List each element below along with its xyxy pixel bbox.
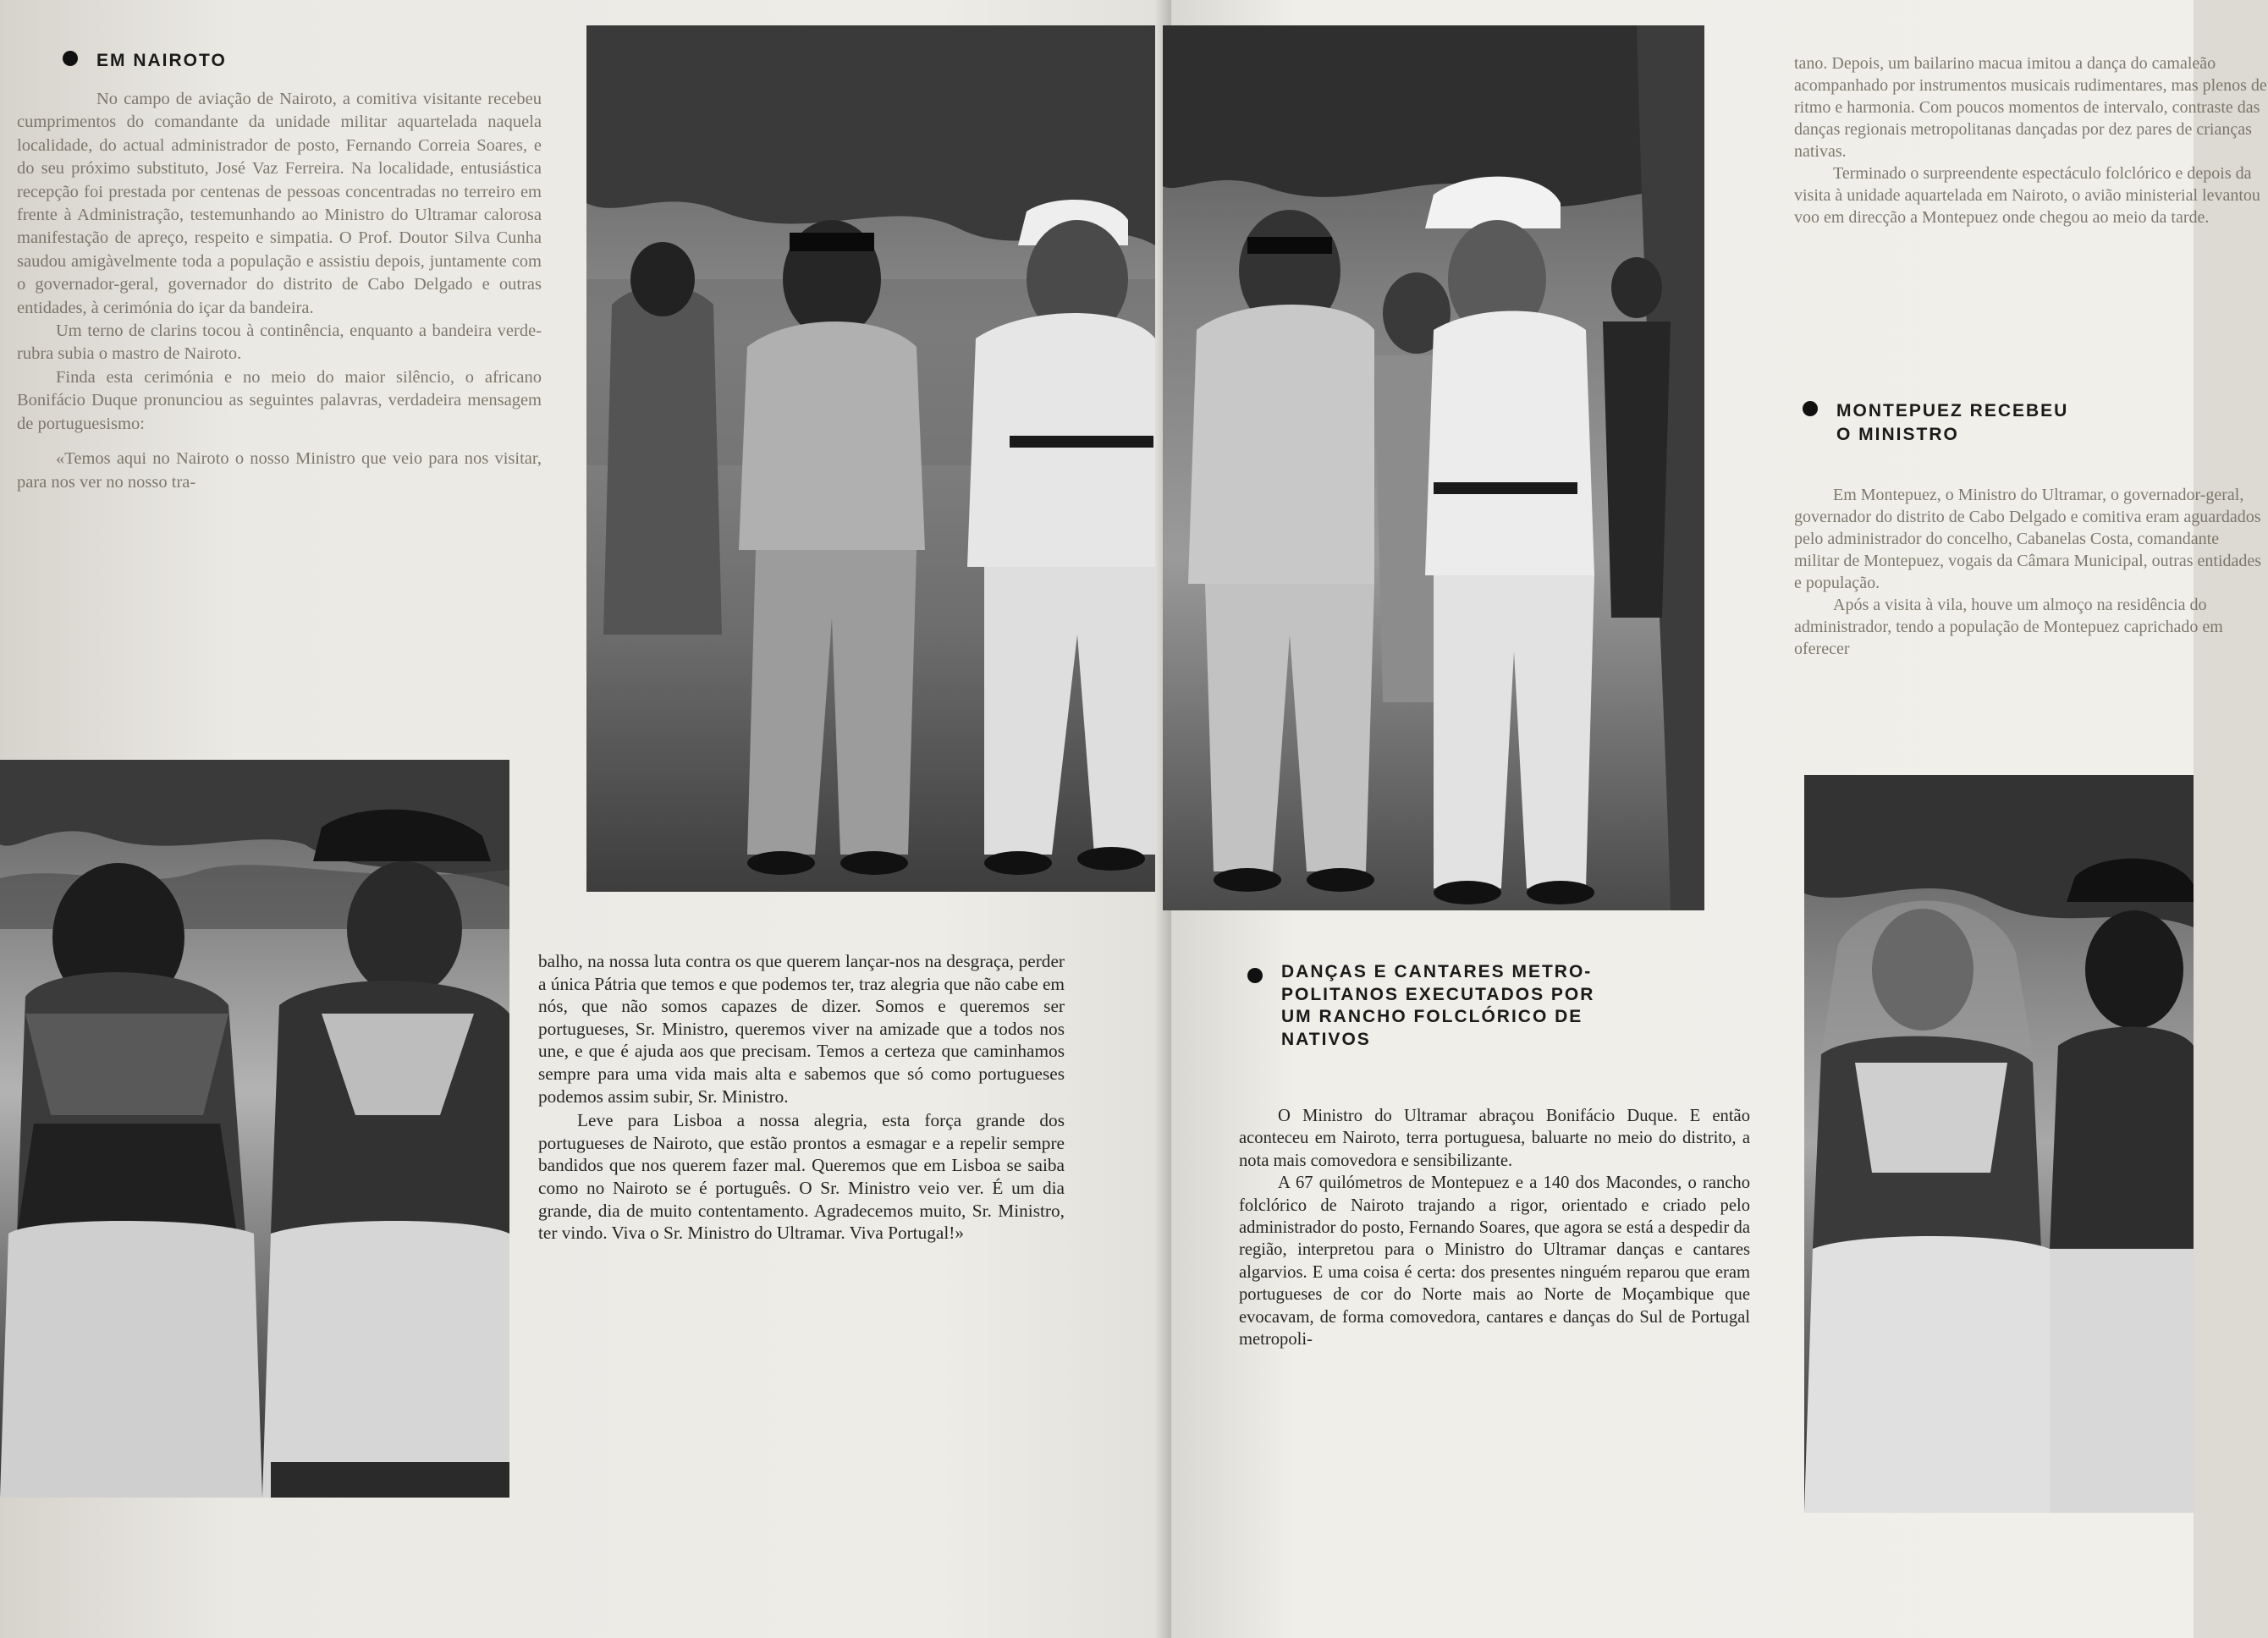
bullet-icon (63, 51, 78, 66)
intro-paragraph: «Temos aqui no Nairoto o nosso Ministro que veio para nos visitar, para nos ver no nosso tra- (17, 449, 542, 492)
dancas-heading-line: POLITANOS EXECUTADOS POR (1281, 984, 1595, 1004)
top-paragraph: Terminado o surpreendente espectáculo folclórico e depois da visita à unidade aquartelada em Nairoto, o avião ministerial levantou voo em direcção a Montepuez onde chegou ao meio da tarde. (1794, 164, 2260, 227)
speech-paragraph: balho, na nossa luta contra os que querem lançar-nos na desgraça, perder a única Pátria que temos e que podemos ter, traz alegria que não cabe em nós, que não somos capazes de dizer. Somos e queremos ser portugueses, Sr. Ministro, queremos viver na amizade que a todos nos une, e que é ajuda aos que precisam. Temos a certeza que caminhamos sempre para uma vida mais alta e sabemos que só como portugueses podemos assim subir, Sr. Ministro. (538, 951, 1065, 1107)
dancas-heading-line: UM RANCHO FOLCLÓRICO DE (1281, 1007, 1583, 1027)
dancas-paragraph: A 67 quilómetros de Montepuez e a 140 dos Macondes, o rancho folclórico de Nairoto trajando a rigor, orientado e criado pelo administrador do posto, Fernando Soares, que agora se está a despedir da região, interpretou para o Ministro do Ultramar danças e cantares algarvios. E uma coisa é certa: dos presentes ninguém reparou que eram portugueses de cor do Norte mais ao Norte de Moçambique que evocavam, de forma comovedora, cantares e danças do Sul de Portugal metropoli- (1239, 1174, 1750, 1349)
section-heading-em-nairoto: EM NAIROTO (63, 51, 227, 71)
intro-paragraph: Um terno de clarins tocou à continência, enquanto a bandeira verde-rubra subia o mastro de Nairoto. (17, 322, 542, 364)
photo-minister-walking-left (586, 25, 1155, 892)
intro-column (17, 88, 542, 494)
bullet-icon (1247, 968, 1263, 983)
right-page (1171, 0, 2267, 1638)
intro-paragraph: Finda esta cerimónia e no meio do maior silêncio, o africano Bonifácio Duque pronunciou as seguintes palavras, verdadeira mensagem de portuguesismo: (17, 367, 542, 433)
section-heading-dancas (1247, 961, 1594, 1051)
photo-minister-walking-right (1163, 25, 1704, 910)
photo-minister-image-left (586, 25, 1155, 892)
photo-girls-right (1804, 775, 2194, 1513)
montepuez-paragraph: Após a visita à vila, houve um almoço na residência do administrador, tendo a população de Montepuez caprichado em oferecer (1794, 596, 2223, 658)
dancas-paragraph: O Ministro do Ultramar abraçou Bonifácio Duque. E então aconteceu em Nairoto, terra portuguesa, baluarte no meio do distrito, a nota mais comovedora e sensibilizante. (1239, 1107, 1750, 1170)
dancas-column (1239, 1105, 1750, 1350)
intro-paragraph: No campo de aviação de Nairoto, a comitiva visitante recebeu cumprimentos do comandante da unidade militar aquartelada naquela localidade, do actual administrador de posto, Fernando Correia Soares, e do seu próximo substituto, José Vaz Ferreira. Na localidade, entusiástica recepção foi prestada por centenas de pessoas concentradas no terreiro em frente à Administração, testemunhando ao Ministro do Ultramar calorosa manifestação de apreço, respeito e simpatia. O Prof. Doutor Silva Cunha saudou amigàvelmente toda a população e assistiu depois, juntamente com o governador-geral, governador do distrito de Cabo Delgado e outras entidades, à cerimónia do içar da bandeira. (17, 90, 542, 317)
speech-paragraph: Leve para Lisboa a nossa alegria, esta força grande dos portugueses de Nairoto, que estão prontos a esmagar e a repelir sempre bandidos que nos querem fazer mal. Queremos que em Lisboa se saiba como no Nairoto se é português. O Sr. Ministro veio ver. É um dia grande, dia de muito contentamento. Agradecemos muito, Sr. Ministro, ter vindo. Viva o Sr. Ministro do Ultramar. Viva Portugal!» (538, 1110, 1065, 1244)
bullet-icon (1803, 401, 1818, 416)
top-continuation-column (1794, 52, 2267, 228)
top-paragraph: tano. Depois, um bailarino macua imitou a dança do camaleão acompanhado por instrumentos musicais rudimentares, mas plenos de ritmo e harmonia. Com poucos momentos de intervalo, contraste das danças regionais metropolitanas dançadas por dez pares de crianças nativas. (1794, 54, 2267, 161)
section-heading-montepuez: MONTEPUEZ RECEBEU O MINISTRO (1803, 399, 2068, 447)
photo-girls-image-right (1804, 775, 2194, 1513)
photo-girls-image (0, 760, 509, 1498)
dancas-heading-line: DANÇAS E CANTARES METRO- (1281, 962, 1593, 981)
montepuez-paragraph: Em Montepuez, o Ministro do Ultramar, o governador-geral, governador do distrito de Cabo Delgado e comitiva eram aguardados pelo administrador do concelho, Cabanelas Costa, comandante militar de Montepuez, vogais da Câmara Municipal, outras entidades e população. (1794, 486, 2262, 592)
photo-girls-folk-costume (0, 760, 509, 1498)
photo-minister-image-right (1163, 25, 1704, 910)
dancas-heading-line: NATIVOS (1281, 1029, 1371, 1049)
montepuez-column (1794, 484, 2262, 763)
speech-column (538, 950, 1065, 1245)
